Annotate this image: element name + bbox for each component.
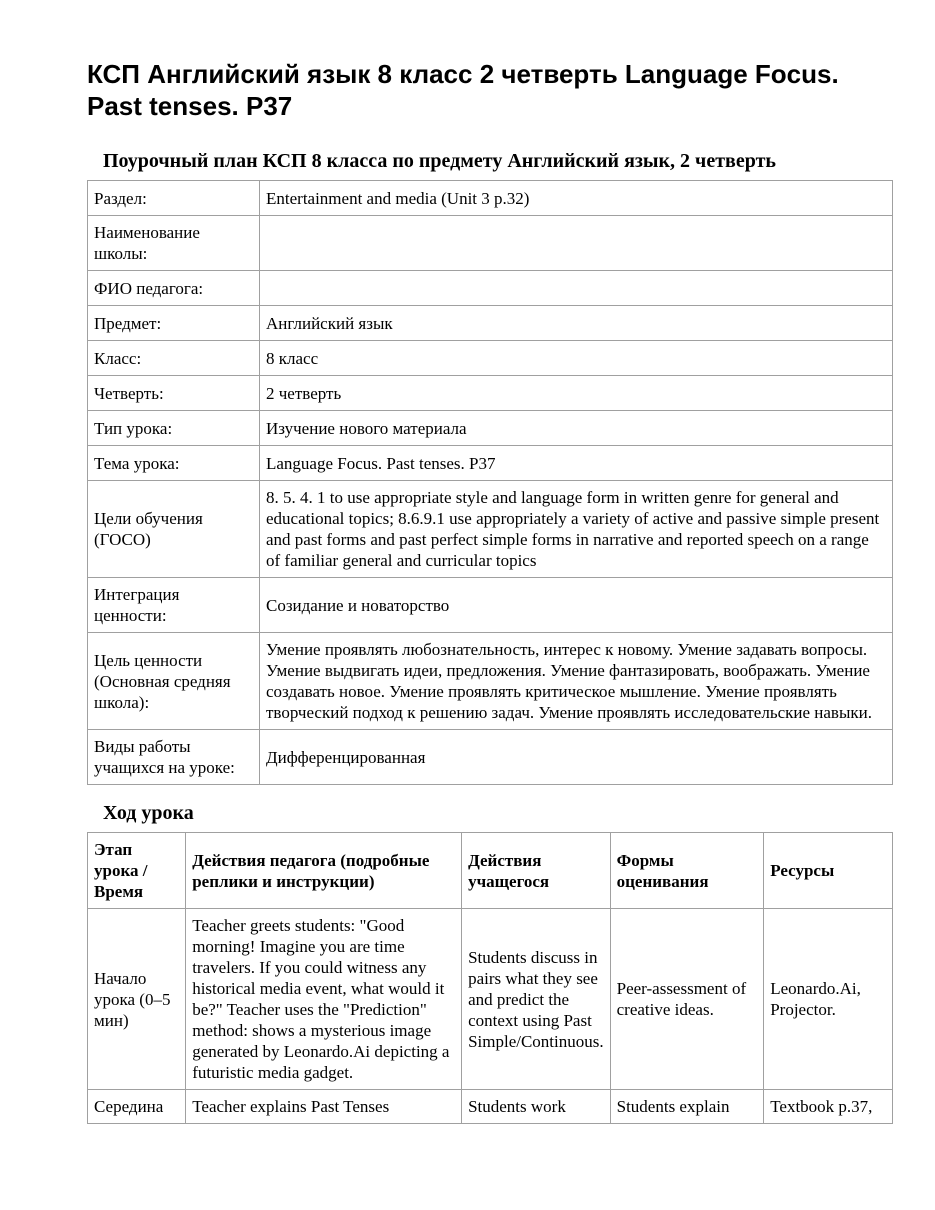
- plan-heading: Поурочный план КСП 8 класса по предмету Английский язык, 2 четверть: [103, 150, 776, 172]
- info-label: Предмет:: [88, 306, 260, 341]
- cell-student-actions: Students work: [462, 1090, 611, 1124]
- info-value: Entertainment and media (Unit 3 p.32): [260, 181, 893, 216]
- header-teacher-actions: Действия педагога (подробные реплики и инструкции): [186, 833, 462, 909]
- cell-teacher-actions: Teacher greets students: "Good morning! Imagine you are time travelers. If you could witness any historical media event, what would it be?" Teacher uses the "Prediction" method: shows a mysterious image generated by Leonardo.Ai depicting a futuristic media gadget.: [186, 909, 462, 1090]
- info-label: ФИО педагога:: [88, 271, 260, 306]
- info-row-values-integration: [88, 578, 893, 633]
- cell-resources: Leonardo.Ai, Projector.: [764, 909, 893, 1090]
- info-row-subject: [88, 306, 893, 341]
- info-value: [260, 271, 893, 306]
- cell-resources: Textbook p.37,: [764, 1090, 893, 1124]
- info-row-teacher: [88, 271, 893, 306]
- table-row: [88, 1090, 893, 1124]
- cell-assessment: Students explain: [610, 1090, 764, 1124]
- info-row-values-goal: [88, 633, 893, 730]
- cell-student-actions: Students discuss in pairs what they see and predict the context using Past Simple/Continuous.: [462, 909, 611, 1090]
- info-row-quarter: [88, 376, 893, 411]
- info-row-grade: [88, 341, 893, 376]
- info-label: Раздел:: [88, 181, 260, 216]
- table-row: [88, 909, 893, 1090]
- lesson-flow-heading: Ход урока: [103, 802, 194, 824]
- info-label: Наименование школы:: [88, 216, 260, 271]
- info-value: [260, 216, 893, 271]
- header-assessment: Формы оценивания: [610, 833, 764, 909]
- info-value: 8 класс: [260, 341, 893, 376]
- info-value: Английский язык: [260, 306, 893, 341]
- info-value: Дифференцированная: [260, 730, 893, 785]
- lesson-info-table: [87, 180, 893, 785]
- info-row-school: [88, 216, 893, 271]
- lesson-flow-table: [87, 832, 893, 1124]
- info-label: Интеграция ценности:: [88, 578, 260, 633]
- info-label: Виды работы учащихся на уроке:: [88, 730, 260, 785]
- document-title: КСП Английский язык 8 класс 2 четверть Language Focus. Past tenses. P37: [87, 59, 839, 121]
- document-page: [87, 58, 893, 1124]
- info-value: 2 четверть: [260, 376, 893, 411]
- header-student-actions: Действия учащегося: [462, 833, 611, 909]
- cell-teacher-actions: Teacher explains Past Tenses: [186, 1090, 462, 1124]
- info-row-lesson-type: [88, 411, 893, 446]
- header-resources: Ресурсы: [764, 833, 893, 909]
- info-row-work-types: [88, 730, 893, 785]
- info-value: Изучение нового материала: [260, 411, 893, 446]
- cell-assessment: Peer-assessment of creative ideas.: [610, 909, 764, 1090]
- lesson-table-header-row: [88, 833, 893, 909]
- info-row-section: [88, 181, 893, 216]
- info-label: Тема урока:: [88, 446, 260, 481]
- cell-stage: Середина: [88, 1090, 186, 1124]
- info-value: Умение проявлять любознательность, интерес к новому. Умение задавать вопросы. Умение выдвигать идеи, предложения. Умение фантазировать, воображать. Умение создавать новое. Умение проявлять критическое мышление. Умение проявлять творческий подход к решению задач. Умение проявлять исследовательские навыки.: [260, 633, 893, 730]
- info-label: Цель ценности (Основная средняя школа):: [88, 633, 260, 730]
- info-value: Language Focus. Past tenses. P37: [260, 446, 893, 481]
- info-value: Созидание и новаторство: [260, 578, 893, 633]
- info-value: 8. 5. 4. 1 to use appropriate style and language form in written genre for general and educational topics; 8.6.9.1 use appropriately a variety of active and passive simple present and past forms and past perfect simple forms in narrative and reported speech on a range of familiar general and curricular topics: [260, 481, 893, 578]
- info-row-topic: [88, 446, 893, 481]
- header-stage: Этап урока / Время: [88, 833, 186, 909]
- info-label: Четверть:: [88, 376, 260, 411]
- info-label: Цели обучения (ГОСО): [88, 481, 260, 578]
- info-label: Тип урока:: [88, 411, 260, 446]
- info-row-objectives: [88, 481, 893, 578]
- cell-stage: Начало урока (0–5 мин): [88, 909, 186, 1090]
- info-label: Класс:: [88, 341, 260, 376]
